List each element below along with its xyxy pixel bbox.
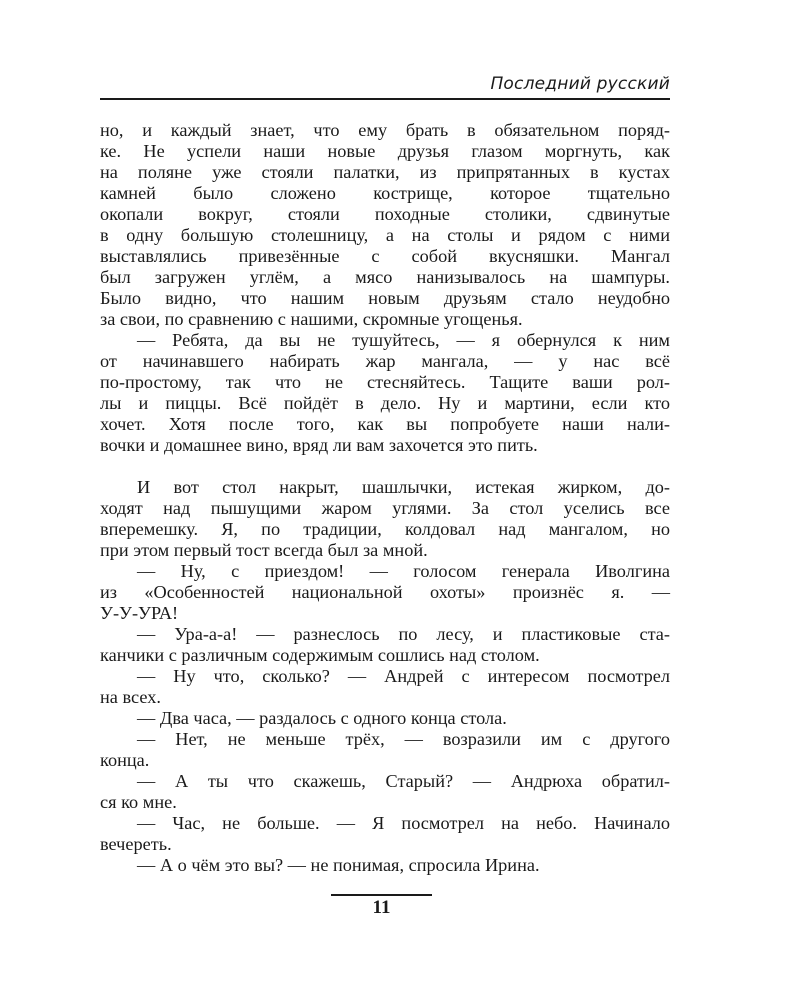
text-line: вочки и домашнее вино, вряд ли вам захочется это пить.: [100, 435, 538, 455]
text-line: ходят над пышущими жаром углями. За стол уселись все: [100, 498, 670, 518]
text-line: вперемешку. Я, по традиции, колдовал над мангалом, но: [100, 519, 670, 539]
text-line: в одну большую столешницу, а на столы и рядом с ними: [100, 225, 670, 245]
text-line: У-У-УРА!: [100, 603, 179, 623]
text-line: — А ты что скажешь, Старый? — Андрюха обратил-: [137, 771, 670, 791]
text-line: на всех.: [100, 687, 161, 707]
text-line: камней было сложено кострище, которое тщательно: [100, 183, 670, 203]
text-line: ся ко мне.: [100, 792, 177, 812]
body-text: [100, 120, 670, 876]
text-line: — А о чём это вы? — не понимая, спросила Ирина.: [137, 855, 540, 875]
text-line: — Ну что, сколько? — Андрей с интересом посмотрел: [137, 666, 670, 686]
text-line: канчики с различным содержимым сошлись над столом.: [100, 645, 540, 665]
running-head: [100, 72, 670, 100]
text-line: из «Особенностей национальной охоты» произнёс я. —: [100, 582, 670, 602]
running-head-title: Последний русский: [490, 74, 670, 94]
text-line: конца.: [100, 750, 150, 770]
text-line: — Час, не больше. — Я посмотрел на небо. Начинало: [137, 813, 670, 833]
text-line: лы и пиццы. Всё пойдёт в дело. Ну и мартини, если кто: [100, 393, 670, 413]
text-line: И вот стол накрыт, шашлычки, истекая жирком, до-: [137, 477, 670, 497]
text-line: ке. Не успели наши новые друзья глазом моргнуть, как: [100, 141, 670, 161]
folio-rule: [331, 894, 432, 896]
text-line: был загружен углём, а мясо нанизывалось на шампуры.: [100, 267, 670, 287]
text-line: — Два часа, — раздалось с одного конца стола.: [137, 708, 507, 728]
text-line: на поляне уже стояли палатки, из припрятанных в кустах: [100, 162, 670, 182]
text-line: за свои, по сравнению с нашими, скромные угощенья.: [100, 309, 523, 329]
page-number: 11: [372, 897, 391, 918]
text-line: — Нет, не меньше трёх, — возразили им с другого: [137, 729, 670, 749]
text-line: выставлялись привезённые с собой вкусняшки. Мангал: [100, 246, 670, 266]
text-line: при этом первый тост всегда был за мной.: [100, 540, 428, 560]
text-line: — Ура-а-а! — разнеслось по лесу, и пластиковые ста-: [137, 624, 670, 644]
text-line: по-простому, так что не стесняйтесь. Тащите ваши рол-: [100, 372, 670, 392]
text-line: окопали вокруг, стояли походные столики, сдвинутые: [100, 204, 670, 224]
section-break: [100, 456, 670, 477]
text-line: Было видно, что нашим новым друзьям стало неудобно: [100, 288, 670, 308]
text-line: — Ребята, да вы не тушуйтесь, — я обернулся к ним: [137, 330, 670, 350]
text-line: хочет. Хотя после того, как вы попробуете наши нали-: [100, 414, 670, 434]
text-line: но, и каждый знает, что ему брать в обязательном поряд-: [100, 120, 670, 140]
text-line: от начинавшего набирать жар мангала, — у нас всё: [100, 351, 670, 371]
text-line: — Ну, с приездом! — голосом генерала Иволгина: [137, 561, 670, 581]
text-line: вечереть.: [100, 834, 172, 854]
